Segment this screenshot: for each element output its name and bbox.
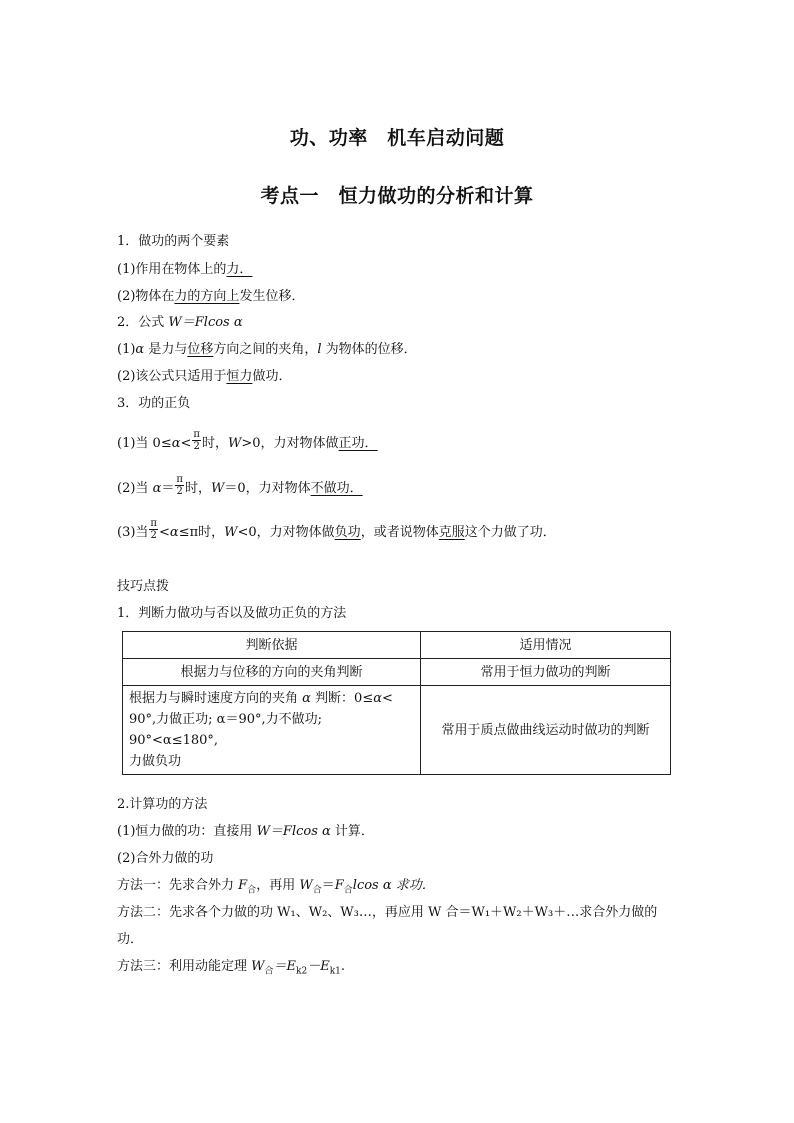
s4-method2-cont: 功． [117, 932, 144, 947]
text: < [159, 525, 170, 540]
symbol-alpha: α [373, 691, 382, 706]
text: >0，力对物体做 [241, 436, 339, 451]
text: 根据力与瞬时速度方向的夹角 [129, 691, 303, 706]
subscript: k2 [296, 966, 308, 977]
symbol-f: F [334, 878, 344, 893]
s3-line2 [117, 474, 363, 500]
table-row [123, 686, 671, 775]
text: 时， [184, 481, 211, 496]
formula: W＝Flcos α [256, 824, 331, 839]
underlined-answer: 不做功． [310, 481, 363, 496]
text: (1)恒力做的功：直接用 [117, 824, 257, 839]
text: 计算． [330, 824, 374, 839]
text: ＝0，力对物体 [224, 481, 311, 496]
text: 方法三：利用动能定理 [117, 959, 252, 974]
table-cell: 根据力与位移的方向的夹角判断 [123, 659, 421, 686]
subscript: 合 [247, 885, 257, 896]
table-header-cell: 适用情况 [421, 632, 671, 659]
method-table [122, 631, 671, 775]
s4-line1 [117, 824, 374, 840]
text: 时， [201, 436, 228, 451]
s1-line2 [117, 289, 304, 305]
fraction-pi-over-2 [192, 429, 201, 452]
formula: ＝E [273, 959, 297, 974]
text: 这个力做了功． [464, 525, 556, 540]
text: 方向之间的夹角， [213, 342, 318, 357]
s4-method3 [117, 959, 345, 980]
text: 做功． [252, 369, 292, 384]
text: 力做负功 [129, 754, 182, 769]
fraction-denominator: 2 [193, 441, 200, 452]
symbol-alpha: α [171, 436, 181, 451]
text: ≤π时， [178, 525, 225, 540]
table-row [123, 659, 671, 686]
underlined-answer: 克服 [438, 525, 465, 540]
text: (2)当 [117, 481, 153, 496]
fraction-pi-over-2 [175, 474, 184, 497]
text: 方法一：先求合外力 [117, 878, 239, 893]
text: (2)物体在 [117, 289, 175, 304]
table-header-row [123, 632, 671, 659]
text: 2．公式 [117, 315, 169, 330]
symbol-alpha: α [135, 342, 145, 357]
text: (1)当 0≤ [117, 436, 172, 451]
tips-item1: 1．判断力做功与否以及做功正负的方法 [117, 606, 347, 621]
text: 90°,力做正功; α＝90°,力不做功; 90°<α≤180°, [129, 712, 323, 748]
s3-line3 [117, 518, 556, 544]
symbol-w: W [251, 959, 265, 974]
symbol-w: W [299, 878, 313, 893]
fraction-numerator: π [193, 429, 200, 440]
formula: lcos α 求功． [352, 878, 435, 893]
text: 是力与 [144, 342, 188, 357]
subscript: k1 [329, 966, 341, 977]
s3-line1 [117, 429, 378, 455]
symbol-l: l [317, 342, 322, 357]
text: (2)该公式只适用于 [117, 369, 227, 384]
s4-method1 [117, 878, 435, 899]
text: ，再用 [256, 878, 300, 893]
s4-heading: 2.计算功的方法 [117, 797, 208, 812]
section-title: 考点一 恒力做功的分析和计算 [260, 185, 534, 207]
subscript: 合 [264, 966, 274, 977]
symbol-alpha: α [302, 691, 311, 706]
text: < [180, 436, 192, 451]
underlined-answer: 正功． [338, 436, 378, 451]
symbol-w: W [210, 481, 225, 496]
underlined-answer: 负功 [334, 525, 361, 540]
text: < [382, 691, 393, 706]
subscript: 合 [343, 885, 353, 896]
s2-heading [117, 315, 243, 331]
text: 发生位移． [239, 289, 305, 304]
text: 判断：0≤ [310, 691, 374, 706]
symbol-w: W [228, 436, 242, 451]
table-cell [123, 686, 421, 775]
fraction-numerator: π [150, 518, 157, 529]
text: (3)当 [117, 525, 149, 540]
s1-line1 [117, 262, 252, 278]
s3-heading: 3．功的正负 [117, 396, 191, 411]
s2-line2 [117, 369, 291, 385]
page-title: 功、功率 机车启动问题 [289, 127, 505, 149]
table-cell: 常用于恒力做功的判断 [421, 659, 671, 686]
text: (1)作用在物体上的 [117, 262, 227, 277]
s1-heading: 1．做功的两个要素 [117, 234, 230, 249]
underlined-answer: 力的方向上 [174, 289, 240, 304]
fraction-pi-over-2 [149, 518, 158, 541]
formula: W＝Flcos α [168, 315, 243, 330]
text: 为物体的位移． [321, 342, 417, 357]
table-cell: 常用于质点做曲线运动时做功的判断 [421, 686, 671, 775]
underlined-answer: 位移 [187, 342, 214, 357]
text: ＝ [161, 481, 175, 496]
text: ＝ [321, 878, 335, 893]
text: ，或者说物体 [360, 525, 439, 540]
tips-heading: 技巧点拨 [117, 579, 170, 594]
text: . [340, 959, 346, 974]
s2-line1 [117, 342, 417, 358]
symbol-f: F [238, 878, 248, 893]
table-header-cell: 判断依据 [123, 632, 421, 659]
fraction-denominator: 2 [176, 486, 183, 497]
formula: －E [307, 959, 330, 974]
s4-method2: 方法二：先求各个力做的功 W₁、W₂、W₃…，再应用 W 合＝W₁＋W₂＋W₃＋…求合外力做的 [117, 905, 658, 920]
s4-line2: (2)合外力做的功 [117, 851, 214, 866]
fraction-numerator: π [176, 474, 183, 485]
text: <0，力对物体做 [237, 525, 335, 540]
underlined-answer: 力． [226, 262, 253, 277]
underlined-answer: 恒力 [226, 369, 253, 384]
symbol-alpha: α [169, 525, 179, 540]
text: (1) [117, 342, 136, 357]
fraction-denominator: 2 [150, 530, 157, 541]
subscript: 合 [312, 885, 322, 896]
symbol-w: W [224, 525, 238, 540]
symbol-alpha: α [152, 481, 162, 496]
